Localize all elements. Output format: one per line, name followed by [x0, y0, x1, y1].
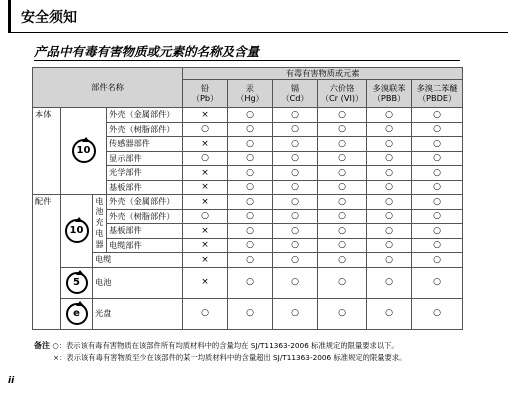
content-mark: ○	[273, 195, 318, 210]
content-mark: ○	[412, 108, 463, 123]
eco-period-badge-icon	[72, 139, 96, 163]
table-row	[33, 253, 463, 268]
table-row	[33, 267, 463, 298]
notes	[34, 340, 406, 364]
content-mark: ○	[318, 253, 367, 268]
page-number: ii	[8, 376, 15, 386]
table-subtitle: 产品中有毒有害物质或元素的名称及含量	[34, 44, 260, 59]
content-mark: ○	[367, 151, 412, 166]
part-name: 显示部件	[107, 151, 183, 166]
content-mark: ○	[412, 253, 463, 268]
body-badge-cell	[61, 108, 107, 195]
content-mark: ○	[228, 195, 273, 210]
eco-period-badge-icon	[66, 303, 88, 325]
content-mark: ○	[367, 253, 412, 268]
content-mark: ○	[273, 166, 318, 181]
content-mark: ○	[228, 238, 273, 253]
content-mark: ○	[318, 224, 367, 239]
table-row	[33, 195, 463, 210]
content-mark: ×	[183, 224, 228, 239]
recycle-arrow-icon	[75, 217, 83, 222]
content-mark: ○	[273, 122, 318, 137]
charger-badge-cell	[61, 195, 93, 268]
content-mark: ○	[228, 224, 273, 239]
substance-symbol: （Cd）	[281, 92, 309, 103]
substance-symbol: （PBB）	[372, 92, 406, 103]
content-mark: ○	[367, 209, 412, 224]
content-mark: ○	[412, 166, 463, 181]
content-mark: ○	[273, 180, 318, 195]
substance-symbol: （PBDE）	[417, 92, 457, 103]
substances-header: 有毒有害物质或元素	[183, 68, 463, 80]
battery-badge-cell	[61, 267, 93, 298]
table-row	[33, 108, 463, 123]
content-mark: ○	[228, 209, 273, 224]
part-name: 电缆部件	[107, 238, 183, 253]
eco-period-badge-icon	[66, 272, 88, 294]
content-mark: ○	[318, 108, 367, 123]
part-name: 传感器部件	[107, 137, 183, 152]
content-mark: ○	[273, 137, 318, 152]
recycle-arrow-icon	[76, 301, 84, 306]
content-mark: ○	[273, 224, 318, 239]
notes-label: 备注	[34, 341, 50, 350]
content-mark: ×	[183, 166, 228, 181]
content-mark: ○	[412, 122, 463, 137]
substance-header-2	[273, 80, 318, 108]
part-name: 电缆	[93, 253, 183, 268]
charger-label: 电 池 充 电 器	[93, 195, 107, 253]
content-mark: ○	[367, 238, 412, 253]
content-mark: ○	[273, 253, 318, 268]
substance-name: 铅	[200, 83, 210, 94]
content-mark: ×	[183, 195, 228, 210]
badge-number: 10	[76, 145, 91, 156]
eco-period-badge-icon	[65, 219, 89, 243]
content-mark: ○	[367, 122, 412, 137]
content-mark: ○	[183, 122, 228, 137]
substance-symbol: （Cr (VI)）	[320, 92, 364, 103]
content-mark: ○	[228, 108, 273, 123]
hazardous-substances-table	[32, 67, 463, 330]
content-mark: ×	[183, 238, 228, 253]
substance-header-5	[412, 80, 463, 108]
content-mark: ○	[273, 267, 318, 298]
content-mark: ○	[318, 298, 367, 329]
part-name: 外壳（树脂部件）	[107, 122, 183, 137]
content-mark: ○	[273, 298, 318, 329]
content-mark: ○	[367, 224, 412, 239]
content-mark: ○	[183, 298, 228, 329]
content-mark: ×	[183, 253, 228, 268]
content-mark: ○	[412, 238, 463, 253]
part-name-header: 部件名称	[33, 68, 183, 108]
page-title: 安全须知	[21, 10, 77, 26]
content-mark: ○	[412, 224, 463, 239]
substance-name: 多溴联苯	[372, 83, 406, 94]
disc-badge-cell	[61, 298, 93, 329]
content-mark: ×	[183, 180, 228, 195]
content-mark: ○	[183, 209, 228, 224]
content-mark: ○	[318, 267, 367, 298]
substance-name: 镉	[290, 83, 300, 94]
content-mark: ×	[183, 137, 228, 152]
content-mark: ○	[412, 137, 463, 152]
badge-number: 5	[73, 276, 80, 288]
cross-note: ×：表示该有毒有害物质至少在该部件的某一均质材料中的含量超出 SJ/T11363-2006 标准规定的限量要求。	[53, 353, 407, 362]
subtitle-underline	[34, 60, 460, 61]
content-mark: ○	[318, 122, 367, 137]
substance-symbol: （Hg）	[236, 92, 264, 103]
substance-symbol: （Pb）	[191, 92, 219, 103]
circle-note: ○：表示该有毒有害物质在该部件所有均质材料中的含量均在 SJ/T11363-2006 标准规定的限量要求以下。	[52, 341, 399, 350]
table-row	[33, 298, 463, 329]
category-accessories: 配件	[33, 195, 61, 330]
content-mark: ○	[228, 267, 273, 298]
content-mark: ○	[228, 298, 273, 329]
content-mark: ○	[412, 267, 463, 298]
content-mark: ○	[318, 195, 367, 210]
content-mark: ○	[412, 209, 463, 224]
content-mark: ○	[367, 298, 412, 329]
substance-header-0	[183, 80, 228, 108]
content-mark: ×	[183, 108, 228, 123]
content-mark: ○	[367, 166, 412, 181]
part-name: 外壳（树脂部件）	[107, 209, 183, 224]
content-mark: ○	[367, 108, 412, 123]
content-mark: ○	[367, 180, 412, 195]
part-name: 外壳（金属部件）	[107, 195, 183, 210]
content-mark: ○	[412, 195, 463, 210]
content-mark: ○	[318, 180, 367, 195]
recycle-arrow-icon	[82, 137, 90, 142]
content-mark: ○	[367, 267, 412, 298]
content-mark: ○	[318, 151, 367, 166]
content-mark: ○	[367, 195, 412, 210]
content-mark: ○	[228, 122, 273, 137]
content-mark: ○	[228, 166, 273, 181]
content-mark: ○	[367, 137, 412, 152]
substance-name: 汞	[245, 83, 255, 94]
content-mark: ○	[228, 151, 273, 166]
content-mark: ○	[228, 253, 273, 268]
content-mark: ○	[183, 151, 228, 166]
part-name: 光盘	[93, 298, 183, 329]
content-mark: ○	[318, 166, 367, 181]
part-name: 外壳（金属部件）	[107, 108, 183, 123]
category-body: 本体	[33, 108, 61, 195]
badge-number: e	[73, 307, 80, 319]
content-mark: ○	[273, 209, 318, 224]
content-mark: ○	[412, 180, 463, 195]
content-mark: ○	[412, 298, 463, 329]
part-name: 基板部件	[107, 180, 183, 195]
content-mark: ○	[318, 238, 367, 253]
content-mark: ○	[318, 209, 367, 224]
part-name: 基板部件	[107, 224, 183, 239]
content-mark: ○	[273, 108, 318, 123]
content-mark: ○	[412, 151, 463, 166]
part-name: 电池	[93, 267, 183, 298]
content-mark: ○	[318, 137, 367, 152]
badge-number: 10	[69, 224, 84, 236]
substance-header-3	[318, 80, 367, 108]
part-name: 光学部件	[107, 166, 183, 181]
content-mark: ○	[273, 238, 318, 253]
substance-header-1	[228, 80, 273, 108]
content-mark: ○	[228, 180, 273, 195]
recycle-arrow-icon	[76, 270, 84, 275]
content-mark: ×	[183, 267, 228, 298]
substance-header-4	[367, 80, 412, 108]
content-mark: ○	[228, 137, 273, 152]
substance-name: 多溴二苯醚	[416, 83, 458, 94]
title-bar	[8, 0, 508, 33]
content-mark: ○	[273, 151, 318, 166]
substance-name: 六价铬	[329, 83, 355, 94]
